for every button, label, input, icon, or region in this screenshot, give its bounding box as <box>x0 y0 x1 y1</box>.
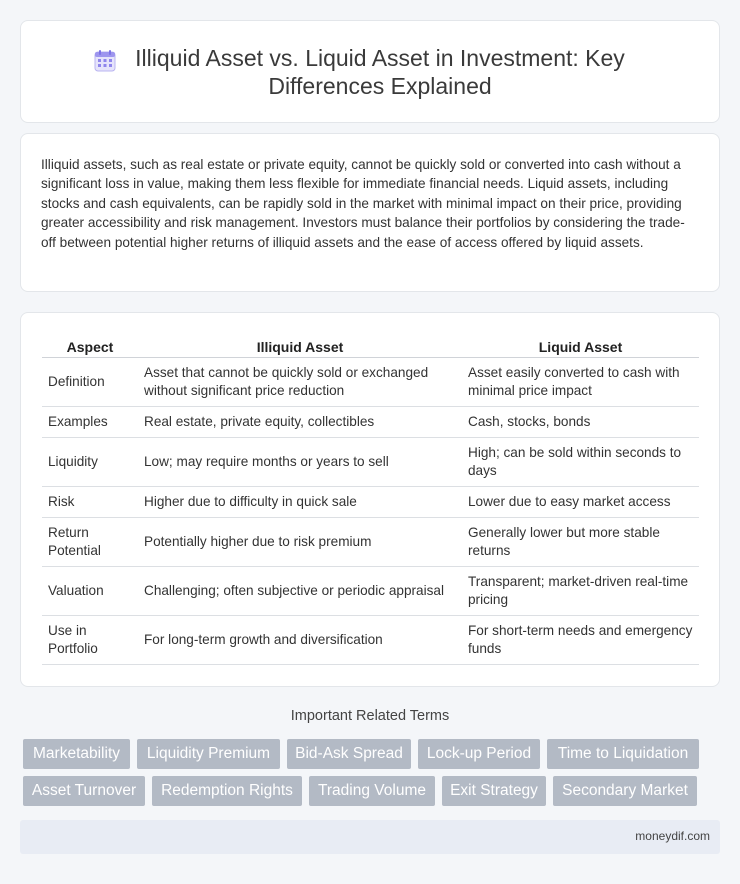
table-row <box>42 616 699 665</box>
cell-illiquid: Potentially higher due to risk premium <box>138 518 462 567</box>
table-row <box>42 407 699 438</box>
table-row <box>42 438 699 487</box>
related-terms-title: Important Related Terms <box>290 708 450 724</box>
cell-illiquid: Real estate, private equity, collectibles <box>138 407 462 438</box>
footer-site[interactable]: moneydif.com <box>635 829 710 843</box>
comparison-table <box>42 334 699 665</box>
cell-liquid: Generally lower but more stable returns <box>462 518 699 567</box>
header-aspect: Aspect <box>42 334 138 358</box>
table-row <box>42 567 699 616</box>
cell-illiquid: Low; may require months or years to sell <box>138 438 462 487</box>
cell-illiquid: Higher due to difficulty in quick sale <box>138 487 462 518</box>
tag-secondary-market[interactable]: Secondary Market <box>553 776 697 806</box>
header-illiquid: Illiquid Asset <box>138 334 462 358</box>
tag-lock-up-period[interactable]: Lock-up Period <box>418 739 540 769</box>
cell-illiquid: Asset that cannot be quickly sold or exchanged without significant price reduction <box>138 358 462 407</box>
table-header-row <box>42 334 699 358</box>
cell-liquid: For short-term needs and emergency funds <box>462 616 699 665</box>
cell-aspect: Risk <box>42 487 138 518</box>
intro-paragraph: Illiquid assets, such as real estate or private equity, cannot be quickly sold or converted into cash without a significant loss in value, making them less flexible for immediate financial needs. Liquid assets, including stocks and cash equivalents, can be rapidly sold in the market with minimal impact on their price, providing greater accessibility and risk management. Investors must balance their portfolios by considering the trade-off between potential higher returns of illiquid assets and the ease of access offered by liquid assets. <box>41 157 685 250</box>
cell-aspect: Return Potential <box>42 518 138 567</box>
tag-asset-turnover[interactable]: Asset Turnover <box>23 776 145 806</box>
tag-redemption-rights[interactable]: Redemption Rights <box>152 776 302 806</box>
table-row <box>42 487 699 518</box>
intro-card <box>20 133 720 292</box>
cell-liquid: Asset easily converted to cash with minimal price impact <box>462 358 699 407</box>
cell-aspect: Examples <box>42 407 138 438</box>
cell-aspect: Definition <box>42 358 138 407</box>
cell-illiquid: For long-term growth and diversification <box>138 616 462 665</box>
tag-exit-strategy[interactable]: Exit Strategy <box>442 776 546 806</box>
cell-liquid: Cash, stocks, bonds <box>462 407 699 438</box>
cell-aspect: Use in Portfolio <box>42 616 138 665</box>
tag-liquidity-premium[interactable]: Liquidity Premium <box>137 739 280 769</box>
table-row <box>42 358 699 407</box>
table-row <box>42 518 699 567</box>
header-liquid: Liquid Asset <box>462 334 699 358</box>
tag-trading-volume[interactable]: Trading Volume <box>309 776 435 806</box>
cell-aspect: Valuation <box>42 567 138 616</box>
page-title: Illiquid Asset vs. Liquid Asset in Investment: Key Differences Explained <box>135 45 625 99</box>
cell-liquid: High; can be sold within seconds to days <box>462 438 699 487</box>
tag-marketability[interactable]: Marketability <box>23 739 130 769</box>
tag-bid-ask-spread[interactable]: Bid-Ask Spread <box>287 739 411 769</box>
footer <box>20 820 720 854</box>
cell-illiquid: Challenging; often subjective or periodic appraisal <box>138 567 462 616</box>
cell-liquid: Transparent; market-driven real-time pricing <box>462 567 699 616</box>
cell-aspect: Liquidity <box>42 438 138 487</box>
comparison-table-card <box>20 312 720 687</box>
cell-liquid: Lower due to easy market access <box>462 487 699 518</box>
title-card <box>20 20 720 123</box>
tag-time-to-liquidation[interactable]: Time to Liquidation <box>547 739 699 769</box>
